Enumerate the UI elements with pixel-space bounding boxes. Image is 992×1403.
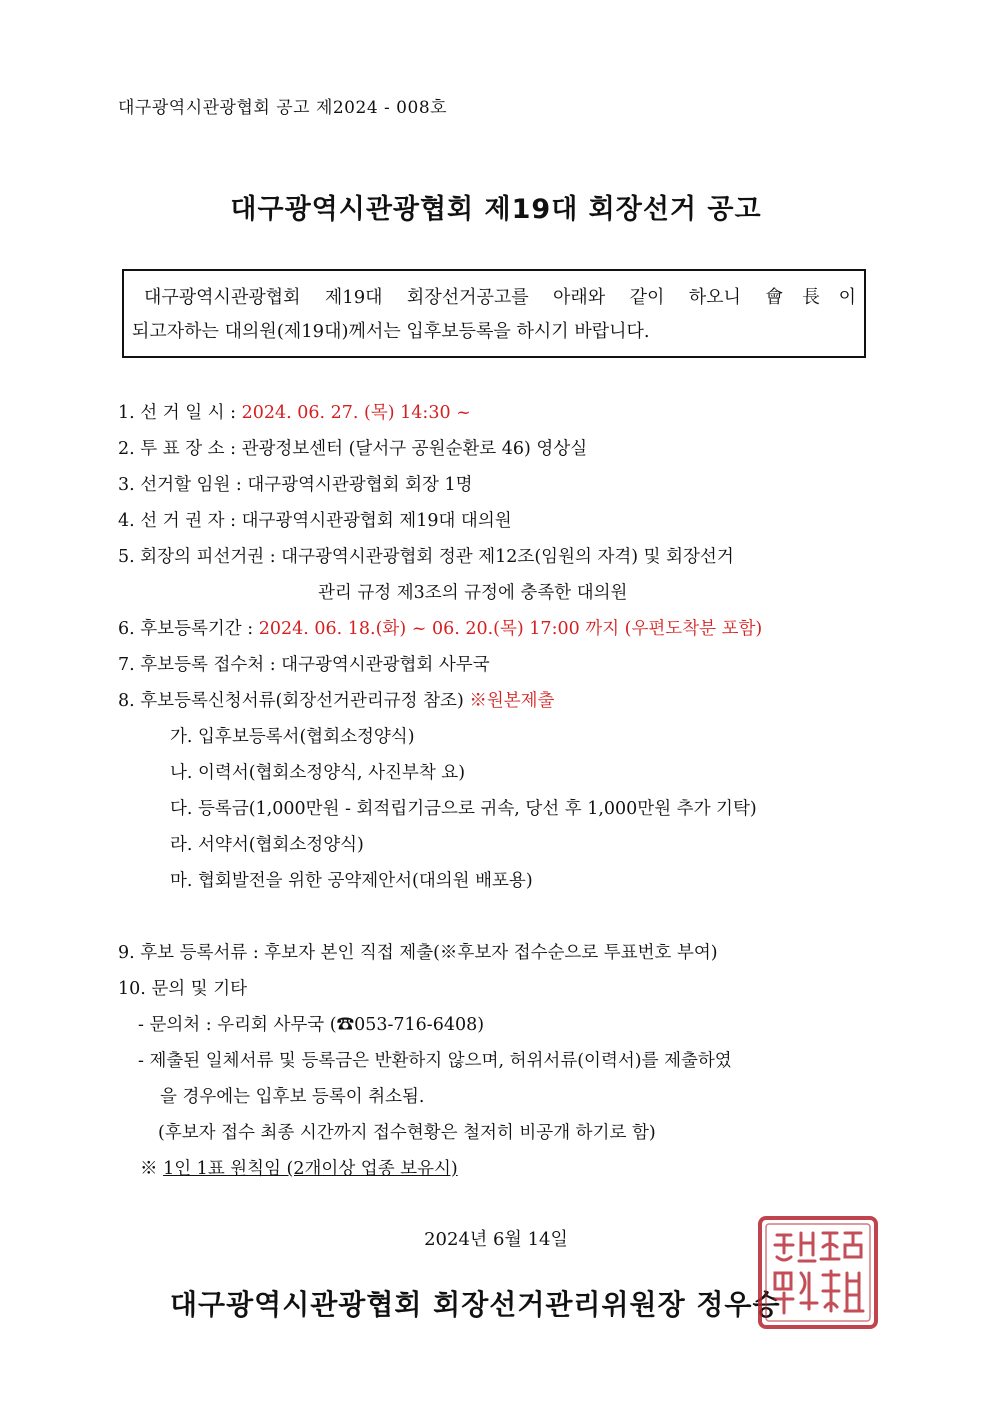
item-inquiry-rule bbox=[140, 1155, 458, 1180]
item-voters: 4. 선 거 권 자 : 대구광역시관광협회 제19대 대의원 bbox=[118, 511, 512, 531]
document-sub-item: 마. 협회발전을 위한 공약제안서(대의원 배포용) bbox=[170, 871, 533, 891]
item-inquiry-refund: - 제출된 일체서류 및 등록금은 반환하지 않으며, 허위서류(이력서)를 제출하였 bbox=[138, 1051, 732, 1071]
item-submission: 9. 후보 등록서류 : 후보자 본인 직접 제출(※후보자 접수순으로 투표번호 부여) bbox=[118, 943, 718, 963]
item-eligibility: 5. 회장의 피선거권 : 대구광역시관광협회 정관 제12조(임원의 자격) 및 회장선거 bbox=[118, 547, 734, 567]
notice-line-2: 되고자하는 대의원(제19대)께서는 입후보등록을 하시기 바랍니다. bbox=[132, 321, 650, 342]
issue-date: 2024년 6월 14일 bbox=[424, 1229, 568, 1250]
item-election-date-label: 1. 선 거 일 시 : bbox=[118, 403, 242, 423]
item-registration-period-label: 6. 후보등록기간 : bbox=[118, 619, 259, 639]
item-officer: 3. 선거할 임원 : 대구광역시관광협회 회장 1명 bbox=[118, 475, 473, 495]
signer-name: 대구광역시관광협회 회장선거관리위원장 정우승 bbox=[170, 1288, 781, 1321]
rule-text: 1인 1표 원칙임 (2개이상 업종 보유시) bbox=[163, 1159, 458, 1179]
item-inquiry-note: (후보자 접수 최종 시간까지 접수현황은 철저히 비공개 하기로 함) bbox=[158, 1123, 656, 1143]
item-voting-place: 2. 투 표 장 소 : 관광정보센터 (달서구 공원순환로 46) 영상실 bbox=[118, 439, 588, 459]
document-sub-item: 다. 등록금(1,000만원 - 회적립기금으로 귀속, 당선 후 1,000만원 추가 기탁) bbox=[170, 799, 757, 819]
item-registration-period-value: 2024. 06. 18.(화) ~ 06. 20.(목) 17:00 까지 (우편도착분 포함) bbox=[258, 619, 763, 639]
official-seal bbox=[757, 1215, 879, 1330]
item-inquiry-contact: - 문의처 : 우리회 사무국 (☎053-716-6408) bbox=[138, 1015, 485, 1035]
item-inquiry-refund-cont: 을 경우에는 입후보 등록이 취소됨. bbox=[160, 1087, 425, 1107]
rule-mark: ※ bbox=[140, 1159, 164, 1179]
notice-line-1: 대구광역시관광협회 제19대 회장선거공고를 아래와 같이 하오니 會長이 bbox=[144, 287, 856, 308]
item-election-date bbox=[118, 399, 471, 424]
page-title: 대구광역시관광협회 제19대 회장선거 공고 bbox=[230, 194, 762, 225]
item-documents bbox=[118, 687, 554, 712]
item-eligibility-cont: 관리 규정 제3조의 규정에 충족한 대의원 bbox=[318, 583, 628, 603]
document-number: 대구광역시관광협회 공고 제2024 - 008호 bbox=[118, 98, 448, 118]
item-documents-label: 8. 후보등록신청서류(회장선거관리규정 참조) bbox=[118, 691, 470, 711]
item-documents-note: ※원본제출 bbox=[469, 691, 555, 711]
document-sub-item: 라. 서약서(협회소정양식) bbox=[170, 835, 364, 855]
document-sub-item: 나. 이력서(협회소정양식, 사진부착 요) bbox=[170, 763, 466, 783]
item-registration-period bbox=[118, 615, 762, 640]
item-inquiry: 10. 문의 및 기타 bbox=[118, 979, 248, 999]
item-registration-office: 7. 후보등록 접수처 : 대구광역시관광협회 사무국 bbox=[118, 655, 490, 675]
item-election-date-value: 2024. 06. 27. (목) 14:30 ~ bbox=[241, 403, 471, 423]
document-sub-item: 가. 입후보등록서(협회소정양식) bbox=[170, 727, 415, 747]
notice-box bbox=[122, 269, 866, 358]
